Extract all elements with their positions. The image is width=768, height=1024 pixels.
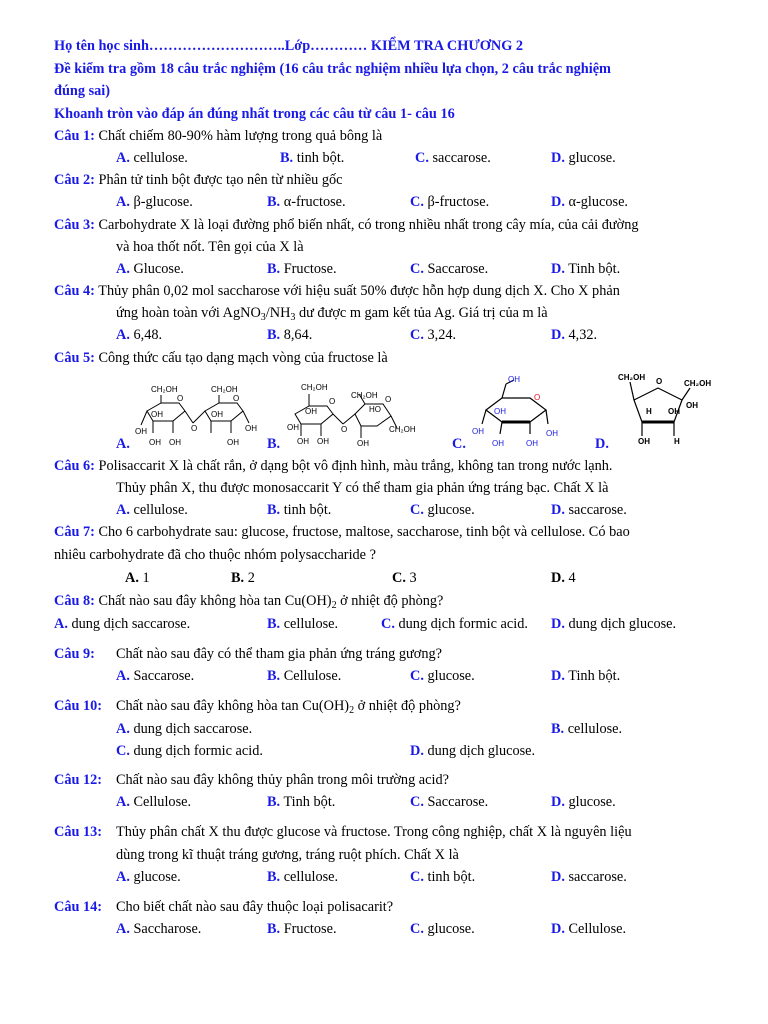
q10-option-a[interactable]: A. dung dịch saccarose. xyxy=(116,721,253,737)
question-9: Câu 9: Chất nào sau đây có thể tham gia phản ứng tráng gương? xyxy=(54,646,442,662)
header-line-1: Họ tên học sinh………………………..Lớp………… KIỂM TRA CHƯƠNG 2 xyxy=(54,38,524,54)
svg-text:OH: OH xyxy=(287,423,299,432)
q2-option-c[interactable]: C. β-fructose. xyxy=(410,194,490,210)
question-5: Câu 5: Công thức cấu tạo dạng mạch vòng của fructose là xyxy=(54,350,388,366)
svg-text:OH: OH xyxy=(638,437,650,446)
q12-option-c[interactable]: C. Saccarose. xyxy=(410,794,489,810)
header-line-3: đúng sai) xyxy=(54,83,111,99)
svg-text:H: H xyxy=(646,407,652,416)
svg-text:OH: OH xyxy=(508,375,520,384)
svg-text:OH: OH xyxy=(317,437,329,446)
svg-text:O: O xyxy=(656,377,663,386)
svg-text:CH₂OH: CH₂OH xyxy=(389,425,416,434)
q3-option-d[interactable]: D. Tinh bột. xyxy=(551,261,621,277)
svg-text:CH₂OH: CH₂OH xyxy=(301,383,328,392)
question-13-cont: dùng trong kĩ thuật tráng gương, tráng ruột phích. Chất X là xyxy=(116,847,459,863)
q13-option-d[interactable]: D. saccarose. xyxy=(551,869,627,885)
q12-option-d[interactable]: D. glucose. xyxy=(551,794,616,810)
q6-option-c[interactable]: C. glucose. xyxy=(410,502,475,518)
q14-option-d[interactable]: D. Cellulose. xyxy=(551,921,627,937)
svg-text:OH: OH xyxy=(151,410,163,419)
q1-option-b[interactable]: B. tinh bột. xyxy=(280,150,345,166)
header-line-4: Khoanh tròn vào đáp án đúng nhất trong các câu từ câu 1- câu 16 xyxy=(54,106,455,122)
q4-option-a[interactable]: A. 6,48. xyxy=(116,327,163,343)
q4-option-b[interactable]: B. 8,64. xyxy=(267,327,313,343)
q9-option-c[interactable]: C. glucose. xyxy=(410,668,475,684)
svg-text:HO: HO xyxy=(369,405,381,414)
q14-option-a[interactable]: A. Saccharose. xyxy=(116,921,202,937)
q6-option-d[interactable]: D. saccarose. xyxy=(551,502,627,518)
q5-structure-c xyxy=(468,370,568,450)
svg-text:OH: OH xyxy=(305,407,317,416)
svg-text:OH: OH xyxy=(686,401,698,410)
struct-label: CH₂OH xyxy=(151,385,178,394)
question-4-cont: ứng hoàn toàn với $AgNO_3/NH_3$ dư được m gam kết tủa Ag. Giá trị của m là xyxy=(116,305,548,323)
question-6-cont: Thủy phân X, thu được monosaccarit Y có thể tham gia phản ứng tráng bạc. Chất X là xyxy=(116,480,609,496)
q3-option-b[interactable]: B. Fructose. xyxy=(267,261,337,277)
svg-text:OH: OH xyxy=(357,439,369,448)
question-8: Câu 8: Chất nào sau đây không hòa $\tan Cu(OH)_2$ ở nhiệt độ phòng? xyxy=(54,593,444,611)
q7-option-b[interactable]: B. 2 xyxy=(231,570,255,586)
question-14: Câu 14: Cho biết chất nào sau đây thuộc loại polisacarit? xyxy=(54,899,394,915)
svg-text:O: O xyxy=(341,425,348,434)
q8-option-c[interactable]: C. dung dịch formic acid. xyxy=(381,616,528,632)
struct-label: CH₂OH xyxy=(211,385,238,394)
svg-text:OH: OH xyxy=(169,438,181,447)
svg-text:H: H xyxy=(674,437,680,446)
q2-option-b[interactable]: B. α-fructose. xyxy=(267,194,346,210)
question-7-cont: nhiêu carbohydrate đã cho thuộc nhóm polysaccharide ? xyxy=(54,547,376,563)
q10-option-b[interactable]: B. cellulose. xyxy=(551,721,623,737)
question-6: Câu 6: Polisaccarit X là chất rắn, ở dạng bột vô định hình, màu trắng, không tan trong nước lạnh. xyxy=(54,458,613,474)
q12-option-b[interactable]: B. Tinh bột. xyxy=(267,794,336,810)
q7-option-a[interactable]: A. 1 xyxy=(125,570,150,586)
q14-option-b[interactable]: B. Fructose. xyxy=(267,921,337,937)
svg-text:O: O xyxy=(534,393,541,402)
svg-text:OH: OH xyxy=(492,439,504,448)
q3-option-a[interactable]: A. Glucose. xyxy=(116,261,184,277)
q5-option-c[interactable]: C. xyxy=(452,436,466,452)
q7-option-c[interactable]: C. 3 xyxy=(392,570,417,586)
q12-option-a[interactable]: A. Cellulose. xyxy=(116,794,192,810)
q7-option-d[interactable]: D. 4 xyxy=(551,570,576,586)
q1-option-d[interactable]: D. glucose. xyxy=(551,150,616,166)
q4-option-c[interactable]: C. 3,24. xyxy=(410,327,457,343)
question-10: Câu 10: Chất nào sau đây không hòa $\tan Cu(OH)_2$ ở nhiệt độ phòng? xyxy=(54,698,461,716)
q13-option-b[interactable]: B. cellulose. xyxy=(267,869,339,885)
question-13: Câu 13: Thủy phân chất X thu được glucose và fructose. Trong công nghiệp, chất X là nguyên liệu xyxy=(54,824,632,840)
q4-option-d[interactable]: D. 4,32. xyxy=(551,327,598,343)
svg-text:CH₂OH: CH₂OH xyxy=(684,379,712,388)
svg-text:O: O xyxy=(329,397,336,406)
svg-text:O: O xyxy=(177,394,184,403)
q9-option-a[interactable]: A. Saccarose. xyxy=(116,668,195,684)
svg-text:OH: OH xyxy=(211,410,223,419)
svg-text:OH: OH xyxy=(668,407,680,416)
q6-option-a[interactable]: A. cellulose. xyxy=(116,502,188,518)
svg-text:OH: OH xyxy=(472,427,484,436)
question-2: Câu 2: Phân tử tinh bột được tạo nên từ nhiều gốc xyxy=(54,172,343,188)
q10-option-d[interactable]: D. dung dịch glucose. xyxy=(410,743,536,759)
svg-text:OH: OH xyxy=(245,424,257,433)
svg-text:O: O xyxy=(233,394,240,403)
q13-option-c[interactable]: C. tinh bột. xyxy=(410,869,476,885)
question-3: Câu 3: Carbohydrate X là loại đường phổ biến nhất, có trong nhiều nhất trong cây mía, của cải đường xyxy=(54,217,639,233)
q1-option-c[interactable]: C. saccarose. xyxy=(415,150,491,166)
question-3-cont: và hoa thốt nốt. Tên gọi của X là xyxy=(116,239,304,255)
question-7: Câu 7: Cho 6 carbohydrate sau: glucose, fructose, maltose, saccharose, tinh bột và cellulose. Có bao xyxy=(54,524,630,540)
svg-text:OH: OH xyxy=(227,438,239,447)
header-line-2: Đề kiểm tra gồm 18 câu trắc nghiệm (16 câu trắc nghiệm nhiều lựa chọn, 2 câu trắc nghiệm xyxy=(54,61,611,77)
svg-text:OH: OH xyxy=(135,427,147,436)
svg-text:OH: OH xyxy=(494,407,506,416)
q9-option-d[interactable]: D. Tinh bột. xyxy=(551,668,621,684)
svg-text:OH: OH xyxy=(526,439,538,448)
q8-option-d[interactable]: D. dung dịch glucose. xyxy=(551,616,677,632)
q2-option-d[interactable]: D. α-glucose. xyxy=(551,194,628,210)
q5-option-a[interactable]: A. xyxy=(116,436,130,452)
q8-option-a[interactable]: A. dung dịch saccarose. xyxy=(54,616,191,632)
svg-text:OH: OH xyxy=(149,438,161,447)
q13-option-a[interactable]: A. glucose. xyxy=(116,869,181,885)
q2-option-a[interactable]: A. β-glucose. xyxy=(116,194,193,210)
svg-text:OH: OH xyxy=(297,437,309,446)
q10-option-c[interactable]: C. dung dịch formic acid. xyxy=(116,743,263,759)
svg-text:OH: OH xyxy=(546,429,558,438)
svg-text:CH₂OH: CH₂OH xyxy=(351,391,378,400)
q5-option-b[interactable]: B. xyxy=(267,436,281,452)
svg-text:CH₂OH: CH₂OH xyxy=(618,373,646,382)
q14-option-c[interactable]: C. glucose. xyxy=(410,921,475,937)
question-12: Câu 12: Chất nào sau đây không thủy phân trong môi trường acid? xyxy=(54,772,449,788)
q5-structure-a xyxy=(133,381,263,451)
q5-option-d[interactable]: D. xyxy=(595,436,609,452)
q5-structure-b xyxy=(285,380,425,450)
svg-text:O: O xyxy=(191,424,198,433)
q6-option-b[interactable]: B. tinh bột. xyxy=(267,502,332,518)
question-1: Câu 1: Chất chiếm 80-90% hàm lượng trong quả bông là xyxy=(54,128,383,144)
q5-structure-d xyxy=(612,370,722,450)
q8-option-b[interactable]: B. cellulose. xyxy=(267,616,339,632)
q1-option-a[interactable]: A. cellulose. xyxy=(116,150,188,166)
q9-option-b[interactable]: B. Cellulose. xyxy=(267,668,342,684)
question-4: Câu 4: Thủy phân 0,02 mol saccharose với hiệu suất 50% được hỗn hợp dung dịch X. Cho X phản xyxy=(54,283,620,299)
q3-option-c[interactable]: C. Saccarose. xyxy=(410,261,489,277)
svg-text:O: O xyxy=(385,395,392,404)
